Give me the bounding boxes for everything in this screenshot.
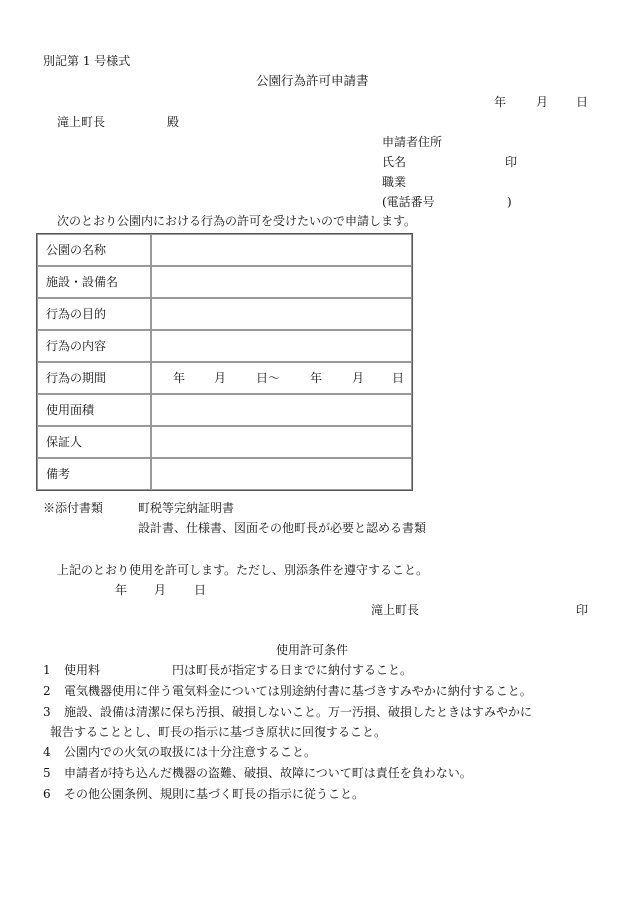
permission-day: 日 (194, 583, 207, 597)
applicant-phone-label: (電話番号 (382, 195, 435, 209)
row-label: 公園の名称 (37, 234, 151, 266)
permission-month: 月 (154, 583, 167, 597)
condition-number: 4 (43, 745, 51, 759)
table-row (37, 426, 412, 458)
table-row (37, 330, 412, 362)
attachments-label: ※添付書類 (43, 501, 104, 515)
row-label: 行為の目的 (37, 298, 151, 330)
intro-text: 次のとおり公園内における行為の許可を受けたいので申請します。 (57, 214, 417, 228)
date-year: 年 (494, 95, 507, 109)
date-month: 月 (536, 95, 549, 109)
document-title: 公園行為許可申請書 (256, 73, 369, 88)
issuer-seal: 印 (576, 603, 589, 617)
attachment-item: 設計書、仕様書、図面その他町長が必要と認める書類 (138, 521, 427, 535)
row-value (151, 266, 412, 298)
condition-text: 施設、設備は清潔に保ち汚損、破損しないこと。万一汚損、破損したときはすみやかに (64, 705, 533, 719)
condition-text-continued: 報告することとし、町長の指示に基づき原状に回復すること。 (50, 725, 387, 739)
row-label: 備考 (37, 458, 151, 490)
table-row (37, 394, 412, 426)
condition-number: 3 (43, 705, 51, 719)
condition-text: 公園内での火気の取扱には十分注意すること。 (64, 745, 317, 759)
row-value (151, 330, 412, 362)
row-value (151, 298, 412, 330)
row-value (151, 426, 412, 458)
period-start-year: 年 (173, 371, 186, 385)
applicant-address-label: 申請者住所 (382, 135, 443, 149)
condition-text: その他公園条例、規則に基づく町長の指示に従うこと。 (64, 787, 365, 801)
applicant-seal: 印 (505, 155, 518, 169)
period-value (151, 362, 412, 394)
condition-text: 電気機器使用に伴う電気料金については別途納付書に基づきすみやかに納付すること。 (64, 684, 532, 698)
row-label: 行為の期間 (37, 362, 151, 394)
table-row (37, 298, 412, 330)
condition-number: 6 (43, 787, 51, 801)
table-row (37, 362, 412, 394)
period-start-day: 日〜 (256, 371, 281, 385)
table-row (37, 458, 412, 490)
addressee-honorific: 殿 (167, 115, 180, 129)
condition-number: 1 (43, 663, 51, 677)
row-label: 施設・設備名 (37, 266, 151, 298)
conditions-title: 使用許可条件 (276, 643, 349, 657)
table-row (37, 234, 412, 266)
condition-number: 2 (43, 684, 51, 698)
condition-text: 使用料 円は町長が指定する日までに納付すること。 (64, 663, 413, 677)
period-start-month: 月 (214, 371, 227, 385)
row-label: 行為の内容 (37, 330, 151, 362)
attachment-item: 町税等完納証明書 (138, 501, 235, 515)
period-end-day: 日 (392, 371, 405, 385)
date-day: 日 (576, 95, 589, 109)
row-value (151, 458, 412, 490)
row-label: 保証人 (37, 426, 151, 458)
permission-year: 年 (115, 583, 128, 597)
applicant-name-label: 氏名 (382, 155, 407, 169)
applicant-phone-close: ) (507, 195, 512, 209)
application-table (36, 233, 413, 491)
row-value (151, 394, 412, 426)
addressee-name: 滝上町長 (57, 115, 106, 129)
condition-number: 5 (43, 766, 51, 780)
period-end-month: 月 (352, 371, 365, 385)
form-number: 別記第 1 号様式 (43, 54, 131, 68)
table-row (37, 266, 412, 298)
condition-text: 申請者が持ち込んだ機器の盗難、破損、故障について町は責任を負わない。 (64, 766, 472, 780)
row-label: 使用面積 (37, 394, 151, 426)
period-end-year: 年 (310, 371, 323, 385)
permission-text: 上記のとおり使用を許可します。ただし、別添条件を遵守すること。 (57, 563, 429, 577)
issuer-name: 滝上町長 (371, 603, 420, 617)
applicant-occupation-label: 職業 (382, 175, 407, 189)
row-value (151, 234, 412, 266)
